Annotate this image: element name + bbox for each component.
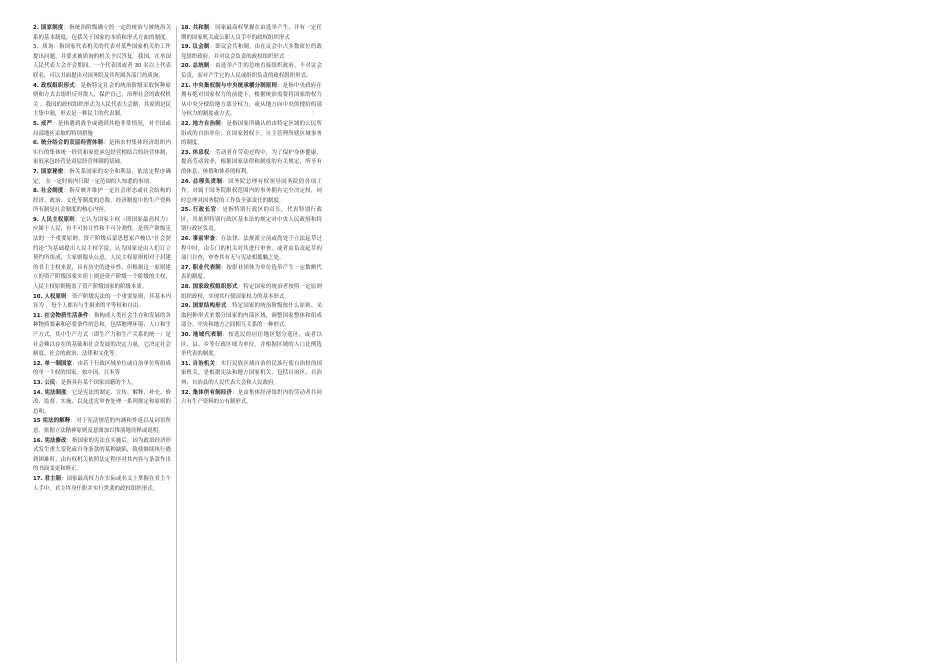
entry-definition: ：国务院总理有权领导国务院的各项工作，对属于国务院职权范围内的事务拥有完全决定权，同时总理对国务院的工作负全部责任的制度。 xyxy=(181,178,322,204)
entry-term: 中央集权制与中央统承横分制原则 xyxy=(192,82,278,89)
entry-number: 20. xyxy=(181,63,191,70)
definition-entry xyxy=(33,216,171,293)
entry-number: 26. xyxy=(181,236,191,243)
definition-entry xyxy=(33,139,171,168)
definition-entry xyxy=(181,360,322,389)
entry-definition: ：由若干行政区域单位或自治单位所组成的单一主权的国家。如中国，日本等 xyxy=(33,360,171,377)
entry-number: 14. xyxy=(33,389,43,396)
entry-term: 统分结合的双层经营体制 xyxy=(40,140,104,147)
definition-entry xyxy=(33,360,171,379)
entry-term: 地域代表制 xyxy=(192,332,223,338)
definition-entry xyxy=(33,24,171,82)
entry-definition: ：特定国家的统治阶级按什么原则、采取何种形式来划分国家的内部区域，调整国家整体和组成部分、中央和地方之间相互关系的一种形式。 xyxy=(181,303,323,329)
entry-definition: ：在法律、法规派立前或尚处于立法起草过程中时，由专门的机关对其进行审查，或者由负责起草的部门自查，审查其有无与宪法相抵触之处。 xyxy=(181,236,323,262)
entry-number: 12. xyxy=(33,360,43,367)
entry-number: 21. xyxy=(181,82,191,89)
entry-definition: ：资产阶级宪法的一个重要原则，其基本内容为 ，每个人都有与生俱来的平等权和自由。 xyxy=(33,293,172,310)
entry-number: 13. xyxy=(33,379,43,386)
entry-number: 27. xyxy=(181,264,191,271)
definition-entry xyxy=(181,206,322,235)
entry-number: 30. xyxy=(181,332,191,338)
entry-number: 23. xyxy=(181,149,191,156)
left-column xyxy=(33,24,171,494)
entry-definition: ：是指中央政府在拥有绝对国家权力的前提下，根据统治需要将国家的权力从中央分授给地方部分权力，或从地方向中央的授给的部分权力的制度或方式。 xyxy=(181,82,322,118)
definition-entry xyxy=(33,389,171,418)
entry-term: 宪法的解释 xyxy=(42,418,71,425)
margin-mark: : xyxy=(312,109,315,116)
entry-number: 22. xyxy=(181,120,191,127)
entry-number: 19. xyxy=(181,44,191,51)
definition-entry xyxy=(181,43,322,62)
entry-definition: ：按职业团体为单位选举产生一定数额代表的制度。 xyxy=(181,264,322,281)
entry-number: 24. xyxy=(181,178,191,185)
entry-definition: ：按选民的居住地区划分选区，或者以区、县、乡等行政区域为单位，并根据区域的人口比例选举代表的制度。 xyxy=(181,332,322,358)
entry-term: 休息权 xyxy=(192,149,210,156)
entry-definition: ：是指国家所确认的由特定区域的公民所组成的自治单位，在国家授权下，自主管理所辖区域事务的制度。 xyxy=(181,120,322,147)
entry-term: 事前审查 xyxy=(192,236,216,243)
entry-term: 自治机关 xyxy=(192,360,216,367)
column-divider xyxy=(176,26,177,662)
entry-term: 总统制 xyxy=(192,63,210,70)
entry-number: 7. xyxy=(33,168,39,175)
right-column xyxy=(181,24,322,408)
definition-entry xyxy=(181,331,322,360)
entry-definition: ：它认为国家主权（即国家最高权力）应属于人民，有不可转让性和不可分割性。是资产阶级宪法的一个重要原则。资产阶级启蒙思想家卢梭以“社会契约论”为基础提出人民主权学说，认为国家是由人们订立契约所组成，大家则服从公意，人民主权原则相对于封建的君主主权来说，具有历史的进步性，但根据这一原则建立的资产阶级国家实质上则是资产阶级一个阶级的主权，人民主权原则掩盖了资产阶级国家的阶级本质。 xyxy=(33,216,171,291)
entry-definition: ：国家最高权掌握在由选举产生、并有一定任期的国家机关或公职人员手中的政权组织形式 xyxy=(181,25,323,41)
entry-term: 人民主权原则 xyxy=(40,216,75,223)
definition-entry xyxy=(181,178,322,207)
entry-number: 11. xyxy=(33,312,43,319)
entry-term: 人权原则 xyxy=(44,293,67,300)
entry-definition: ：国家最高权力在实际或名义上掌握在君主个人手中，君主终身任职并实行世袭的政权组织形式。 xyxy=(33,475,171,492)
entry-term: 总理负责制 xyxy=(192,178,223,185)
entry-number: 10. xyxy=(33,293,43,300)
entry-number: 15 xyxy=(33,418,41,425)
entry-number: 6. xyxy=(33,140,39,147)
entry-number: 16. xyxy=(33,437,43,444)
definition-entry xyxy=(33,417,171,436)
entry-number: 9. xyxy=(33,216,39,223)
entry-term: 地方自治制 xyxy=(192,120,221,127)
entry-term: 国家政权组织形式 xyxy=(192,284,238,291)
entry-definition: ：劳动者在劳动过程中，为了保护身体健康，提高劳动效率，根据国家法律和制度的有关规定，所享有的休息、休假和休养的权利。 xyxy=(181,149,323,175)
entry-term: 社会物质生活条件 xyxy=(44,312,89,319)
entry-number: 28. xyxy=(181,284,191,291)
definition-entry xyxy=(33,120,171,139)
definition-entry xyxy=(33,168,171,187)
entry-term: 单一制国家 xyxy=(44,360,73,367)
entry-definition: ：指国家的宪法在实施后，因为政治经济形式发生重大变化或自身条款的某种缺陷，致使继续执行遇到困难时，由有权机关依照法定程序对其内容与条款作出的书面变更和修正。 xyxy=(33,437,172,473)
entry-number: 25. xyxy=(181,207,191,214)
entry-term: 集体所有制经济 xyxy=(192,389,233,396)
entry-number: 2. xyxy=(33,25,39,31)
definition-entry xyxy=(33,312,171,360)
entry-number: 4. xyxy=(33,82,39,89)
definition-entry xyxy=(181,62,322,81)
definition-entry xyxy=(181,389,322,408)
entry-term: 宪法修改 xyxy=(44,437,67,444)
entry-definition: ：指统治阶级确立的一定的统治与被统治关系的基本制度，包括关于国家的本质和形式方面的制度。 3、质询：指国家代表机关的代表对某些国家机关的工作提出问题，并要求被质询的机关予以答复。我国，在举国人民代表大会开会期间，一个代表团或者 30 名以上代表联名，可以书面提出对国务院及其所属各部门的质询。 xyxy=(33,25,172,79)
entry-term: 国家秘密 xyxy=(40,168,64,175)
entry-number: 32. xyxy=(181,389,191,396)
definition-entry xyxy=(181,24,322,43)
entry-term: 戒严 xyxy=(40,120,53,127)
entry-definition: ：指构成人类社会生存和发展的各种物质要素和必要条件的总和，包括地理环境、人口和生产方式，其中生产方式（即生产力和生产关系的统一）是社会赖以存在的基础和社会发展的决定力量，它决定社会制度、社会的政治、法律和文化等。 xyxy=(33,312,171,358)
entry-definition: ：即议会共和制。由在议会中占多数席位的政党组织政府，并对议会负责的政权组织形式 xyxy=(181,44,323,60)
entry-definition: ：由选举产生的总统直接组织政府、不对议会负责，而对产生它的人民或组织负责的政权组织形式。 xyxy=(181,63,323,79)
entry-number: 29. xyxy=(181,303,191,310)
entry-term: 国家制度 xyxy=(40,25,64,31)
entry-definition: ：它是宪法的制定、宣传、解释、补充、修改、监督、实施、以及违宪审查处理一系列规定和原则的总和。 xyxy=(33,389,172,415)
entry-definition: ：是指具有某个国家国籍的个人。 xyxy=(55,379,137,386)
entry-term: 政权组织形式 xyxy=(40,82,75,89)
entry-term: 国家结构形式 xyxy=(192,303,227,310)
entry-term: 宪法制度 xyxy=(44,389,67,396)
definition-entry xyxy=(181,82,322,120)
entry-definition: ：特定国家的统治者按照一定原则组织政权，实现其行使国家权力的基本形式。 xyxy=(181,284,322,300)
definition-entry xyxy=(181,235,322,264)
definition-entry xyxy=(181,264,322,283)
definition-entry xyxy=(33,379,171,389)
entry-definition: ：对于宪法规范的内涵和外延以及词语所意，依据立法精神原则及意图加以推演地诠释或说明。 xyxy=(33,418,171,434)
entry-definition: ：指反映并维护一定社会形态或社会结构的经济、政治、文化等制度的总称。经济制度中的生产资料所有制是社会制度的核心内容。 xyxy=(33,188,172,214)
entry-term: 共和制 xyxy=(192,25,210,31)
entry-definition: ：实行民族区域自治的民族行使自治权的国家机关，是根据宪法和地方国家机关，包括自治区、自治州、自治县的人民代表大会和人民政府。 xyxy=(181,360,323,386)
entry-definition: ：是指遇到战争或遇到其他非常情况，对全国或局部地区采取的特别措施 xyxy=(33,120,172,137)
definition-entry xyxy=(33,437,171,475)
definition-entry xyxy=(181,120,322,149)
entry-term: 行政长官 xyxy=(192,207,217,214)
margin-mark: . xyxy=(174,393,176,400)
entry-term: 议会制 xyxy=(192,44,210,51)
entry-term: 公民 xyxy=(44,379,56,386)
definition-entry xyxy=(33,293,171,312)
entry-definition: ：是由集体经济组织内的劳动者共同占有生产资料的公有制形式。 xyxy=(181,389,322,406)
entry-number: 8. xyxy=(33,188,39,195)
entry-term: 职业代表制 xyxy=(192,264,221,271)
entry-definition: ：是指特别行政区的首长，代表特别行政区，其依照特别行政区基本法的规定对中央人民政府和特别行政区负责。 xyxy=(181,207,323,233)
entry-definition: ：是指特定社会的统治阶级采取何种原则和方式去组织反对敌人，保护自己，治理社会的政权机关 。我国的政权组织形式为人民代表大会制，其原则是民主集中制，形式是一种民主的代表制。 xyxy=(33,82,171,118)
entry-number: 18. xyxy=(181,25,191,31)
definition-entry xyxy=(181,283,322,302)
entry-term: 社会制度 xyxy=(40,188,64,195)
entry-number: 5. xyxy=(33,120,39,127)
entry-term: 君主制 xyxy=(44,475,62,482)
definition-entry xyxy=(33,187,171,216)
definition-entry xyxy=(181,302,322,331)
entry-number: 31. xyxy=(181,360,191,367)
definition-entry xyxy=(33,82,171,120)
entry-definition: ：是指农村集体经济组织内实行的集体统一经营和家庭承包经营相结合的经营体制，家庭承包经营是双层经营体制的基础。 xyxy=(33,140,171,166)
definition-entry xyxy=(33,475,171,494)
entry-number: 17. xyxy=(33,475,43,482)
definition-entry xyxy=(181,149,322,178)
entry-definition: ：指关系国家的安全和利益，依法定程序确定， 在一定时间内只限一定范围的人知悉的事项。 xyxy=(33,168,172,185)
